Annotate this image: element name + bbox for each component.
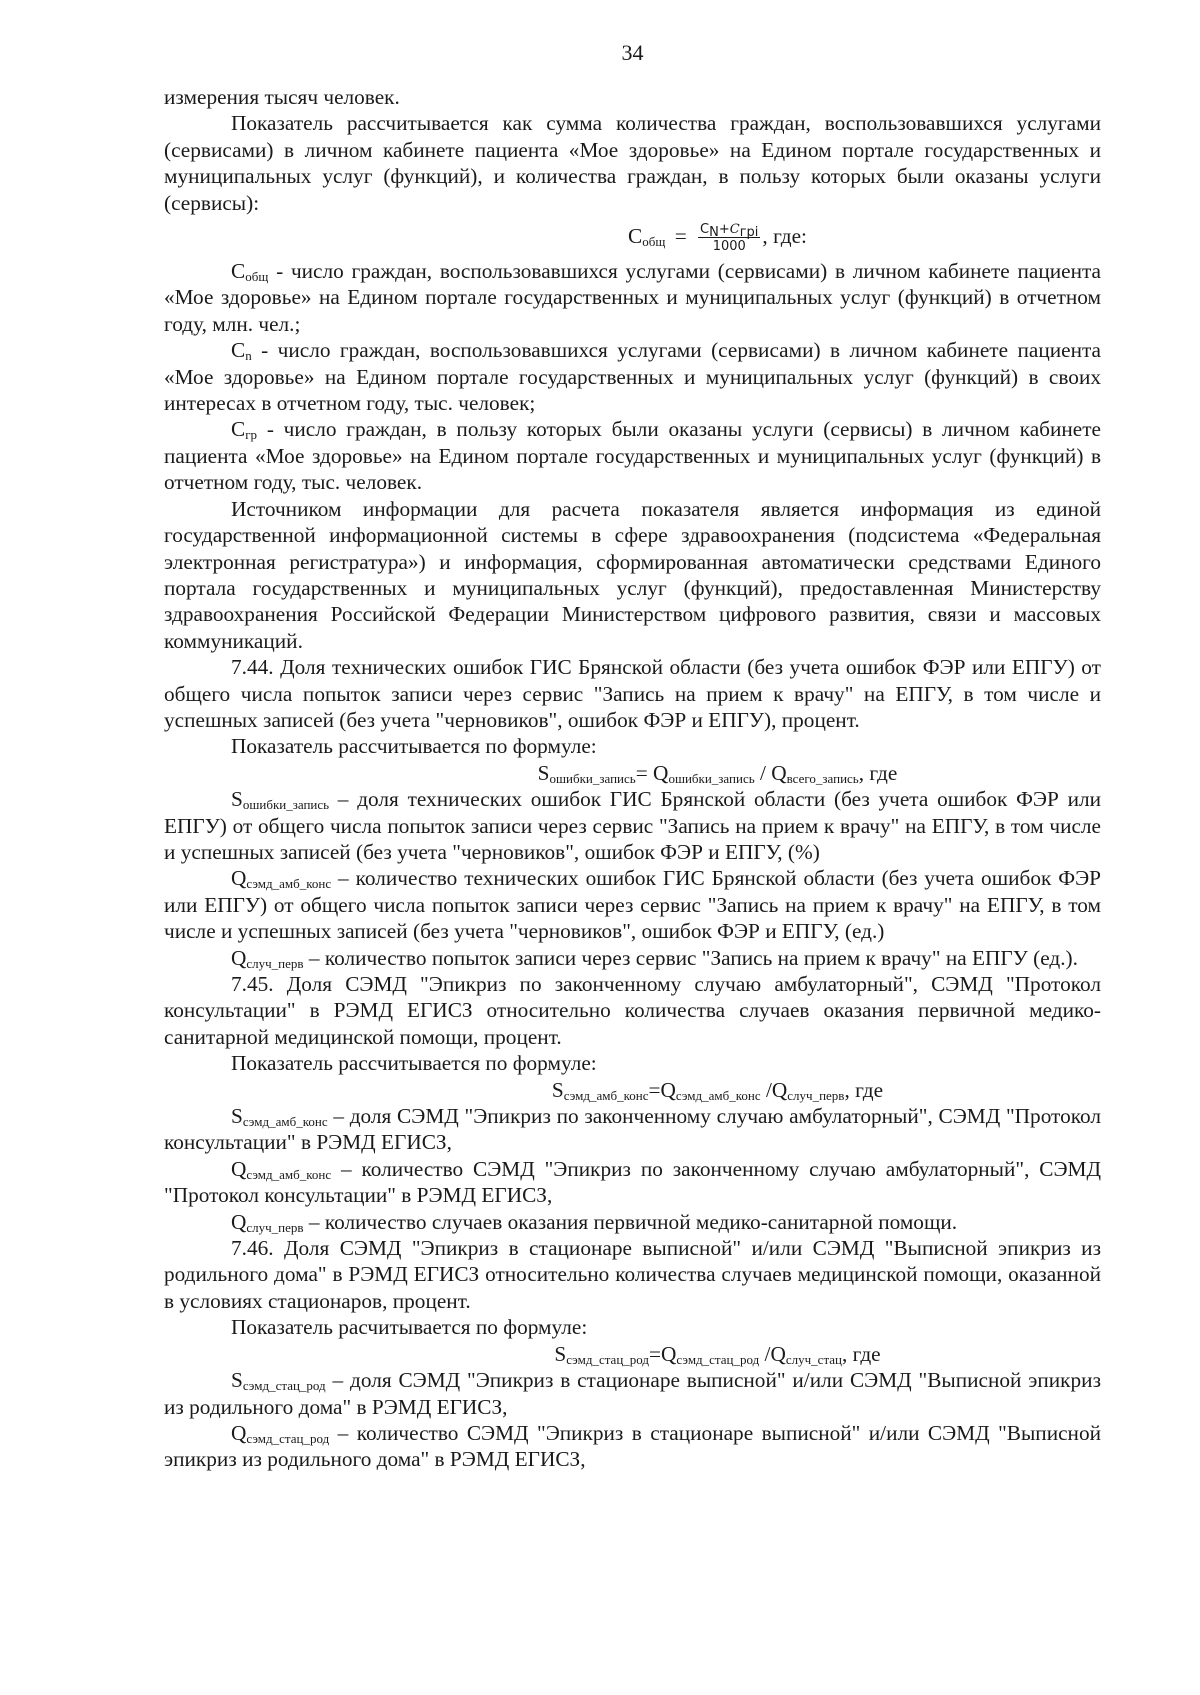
formula-subscript: сэмд_стац_род [676, 1351, 760, 1367]
term-subscript: сэмд_стац_род [242, 1378, 326, 1394]
formula-denominator: 1000 [712, 239, 746, 255]
term-subscript: сэмд_амб_конс [246, 1166, 332, 1182]
formula-symbol: Q [661, 1341, 677, 1366]
formula-tail: , где: [762, 223, 807, 248]
paragraph: 7.44. Доля технических ошибок ГИС Брянской области (без учета ошибок ФЭР или ЕПГУ) от общего числа попыток записи через сервис "Запись на прием к врачу" на ЕПГУ, в том числе и успешных записей (без учета "черновиков", ошибок ФЭР и ЕПГУ), процент. [164, 655, 1101, 732]
term-subscript: ошибки_запись [242, 797, 330, 813]
document-body [164, 84, 1101, 1473]
formula-symbol: Q [653, 760, 669, 785]
paragraph: 7.45. Доля СЭМД "Эпикриз по законченному случаю амбулаторный", СЭМД "Протокол консультации" в РЭМД ЕГИСЗ относительно количества случаев оказания первичной медико-санитарной медицинской помощи, процент. [164, 972, 1101, 1049]
term-subscript: гр [245, 427, 258, 443]
formula-s-semd-amb: $S_{сэмд\_амб\_конс}=Q_{сэмд\_амб\_конс}$ $/Q_{случ\_перв}$, где [551, 1077, 884, 1103]
formula-s-semd-stac: $S_{сэмд\_стац\_род}=Q_{сэмд\_стац\_род}$ $/Q_{случ\_стац}$, где [554, 1341, 881, 1367]
term-subscript: сэмд_амб_конс [242, 1114, 328, 1130]
formula-symbol: Q [771, 1077, 788, 1102]
term-definition: - число граждан, в пользу которых были оказаны услуги (сервисы) в личном кабинете пациента «Мое здоровье» на Едином портале государственных и муниципальных услуг (функций) в отчетном году, тыс. человек. [164, 417, 1101, 495]
term-definition: - число граждан, воспользовавшихся услугами (сервисами) в личном кабинете пациента «Мое здоровье» на Едином портале государственных и муниципальных услуг (функций) в отчетном году, млн. чел.; [164, 259, 1101, 336]
formula-subscript: ошибки_запись [549, 770, 636, 786]
formula-numerator-term: C [700, 222, 710, 238]
paragraph [164, 1420, 1101, 1473]
term-symbol: S [231, 1104, 243, 1129]
term-subscript: случ_перв [246, 955, 304, 971]
formula-subscript: ошибки_запись [668, 770, 755, 786]
term-symbol: Q [231, 1156, 247, 1181]
term-definition: – количество случаев оказания первичной медико-санитарной помощи. [303, 1209, 958, 1234]
paragraph: измерения тысяч человек. [164, 85, 400, 109]
term-symbol: С [231, 338, 246, 363]
paragraph [164, 258, 1101, 337]
formula-c-obsh: $С_{общ}$ = $\frac{C_N+C_{грi}}{1000}$ , где: [628, 222, 807, 255]
paragraph [164, 945, 1101, 971]
formula-symbol: S [554, 1341, 567, 1366]
term-subscript: случ_перв [246, 1219, 304, 1235]
formula-symbol: Q [771, 760, 787, 785]
term-definition: – количество попыток записи через сервис "Запись на прием к врачу" на ЕПГУ (ед.). [303, 945, 1078, 970]
paragraph [164, 865, 1101, 944]
term-definition: – доля технических ошибок ГИС Брянской области (без учета ошибок ФЭР или ЕПГУ) от общего числа попыток записи через сервис "Запись на прием к врачу" на ЕПГУ, в том числе и успешных записей (без учета "черновиков", ошибок ФЭР и ЕПГУ, (%) [164, 787, 1101, 864]
term-definition: – количество СЭМД "Эпикриз в стационаре выписной" и/или СЭМД "Выписной эпикриз из родильного дома" в РЭМД ЕГИСЗ, [164, 1420, 1101, 1472]
term-symbol: Q [231, 866, 247, 891]
term-definition: - число граждан, воспользовавшихся услугами (сервисами) в личном кабинете пациента «Мое здоровье» на Едином портале государственных и муниципальных услуг (функций) в своих интересах в отчетном году, тыс. человек; [164, 338, 1101, 416]
formula-operator: + [718, 222, 730, 238]
paragraph: Показатель рассчитывается по формуле: [231, 1051, 597, 1076]
term-subscript: общ [245, 269, 269, 285]
formula-tail: , где [858, 760, 898, 785]
term-symbol: Q [231, 1420, 247, 1445]
formula-symbol: С [628, 223, 643, 248]
formula-fraction [698, 222, 760, 254]
paragraph [164, 1209, 1101, 1235]
formula-tail: , где [844, 1077, 884, 1102]
term-symbol: Q [231, 945, 247, 970]
paragraph [164, 1156, 1101, 1209]
formula-subscript: грi [739, 225, 759, 241]
paragraph: Показатель рассчитывается как сумма количества граждан, воспользовавшихся услугами (сервисами) в личном кабинете пациента «Мое здоровье» на Едином портале государственных и муниципальных услуг (функций), и количества граждан, в пользу которых были оказаны услуги (сервисы): [164, 111, 1101, 215]
formula-subscript: сэмд_стац_род [566, 1351, 650, 1367]
term-symbol: S [231, 1368, 243, 1393]
formula-tail: , где [842, 1341, 881, 1366]
term-symbol: Q [231, 1209, 247, 1234]
term-symbol: С [231, 417, 246, 442]
formula-s-oshibki: $S_{ошибки\_запись}= Q_{ошибки\_запись} / Q_{всего\_запись}$, где [537, 760, 898, 786]
term-symbol: S [231, 787, 243, 812]
formula-numerator-term: C [729, 222, 740, 238]
formula-subscript: случ_перв [787, 1087, 845, 1103]
paragraph: 7.46. Доля СЭМД "Эпикриз в стационаре выписной" и/или СЭМД "Выписной эпикриз из родильного дома" в РЭМД ЕГИСЗ относительно количества случаев медицинской помощи, оказанной в условиях стационаров, процент. [164, 1236, 1101, 1313]
paragraph: Показатель рассчитывается по формуле: [231, 734, 597, 759]
term-subscript: сэмд_стац_род [246, 1430, 330, 1446]
page-number: 34 [621, 40, 644, 65]
term-definition: – доля СЭМД "Эпикриз по законченному случаю амбулаторный", СЭМД "Протокол консультации" в РЭМД ЕГИСЗ, [164, 1104, 1101, 1155]
formula-symbol: Q [660, 1077, 676, 1102]
formula-subscript: всего_запись [786, 770, 859, 786]
paragraph: Показатель расчитывается по формуле: [231, 1315, 588, 1340]
formula-subscript: N [709, 225, 719, 241]
term-subscript: n [245, 348, 252, 364]
paragraph [164, 1103, 1101, 1156]
formula-symbol: S [537, 760, 550, 785]
paragraph: Источником информации для расчета показателя является информация из единой государственной информационной системы в сфере здравоохранения (подсистема «Федеральная электронная регистратура») и информация, сформированная автоматически средствами Единого портала государственных и муниципальных услуг (функций), предоставленная Министерству здравоохранения Российской Федерации Министерством цифрового развития, связи и массовых коммуникаций. [164, 496, 1101, 653]
formula-symbol: S [551, 1077, 564, 1102]
formula-subscript: случ_стац [785, 1351, 843, 1367]
paragraph [164, 337, 1101, 416]
term-definition: – количество СЭМД "Эпикриз по законченному случаю амбулаторный", СЭМД "Протокол консультации" в РЭМД ЕГИСЗ, [164, 1156, 1101, 1208]
term-definition: – доля СЭМД "Эпикриз в стационаре выписной" и/или СЭМД "Выписной эпикриз из родильного дома" в РЭМД ЕГИСЗ, [164, 1368, 1101, 1419]
term-definition: – количество технических ошибок ГИС Брянской области (без учета ошибок ФЭР или ЕПГУ) от общего числа попыток записи через сервис "Запись на прием к врачу" на ЕПГУ, в том числе и успешных записей (без учета "черновиков", ошибок ФЭР и ЕПГУ, (ед.) [164, 866, 1101, 944]
paragraph [164, 1367, 1101, 1420]
term-subscript: сэмд_амб_конс [246, 876, 332, 892]
formula-symbol: Q [770, 1341, 786, 1366]
term-symbol: С [231, 259, 246, 284]
paragraph [164, 786, 1101, 865]
paragraph [164, 416, 1101, 495]
formula-subscript: сэмд_амб_конс [563, 1087, 649, 1103]
formula-subscript: общ [642, 233, 666, 249]
formula-subscript: сэмд_амб_конс [675, 1087, 761, 1103]
